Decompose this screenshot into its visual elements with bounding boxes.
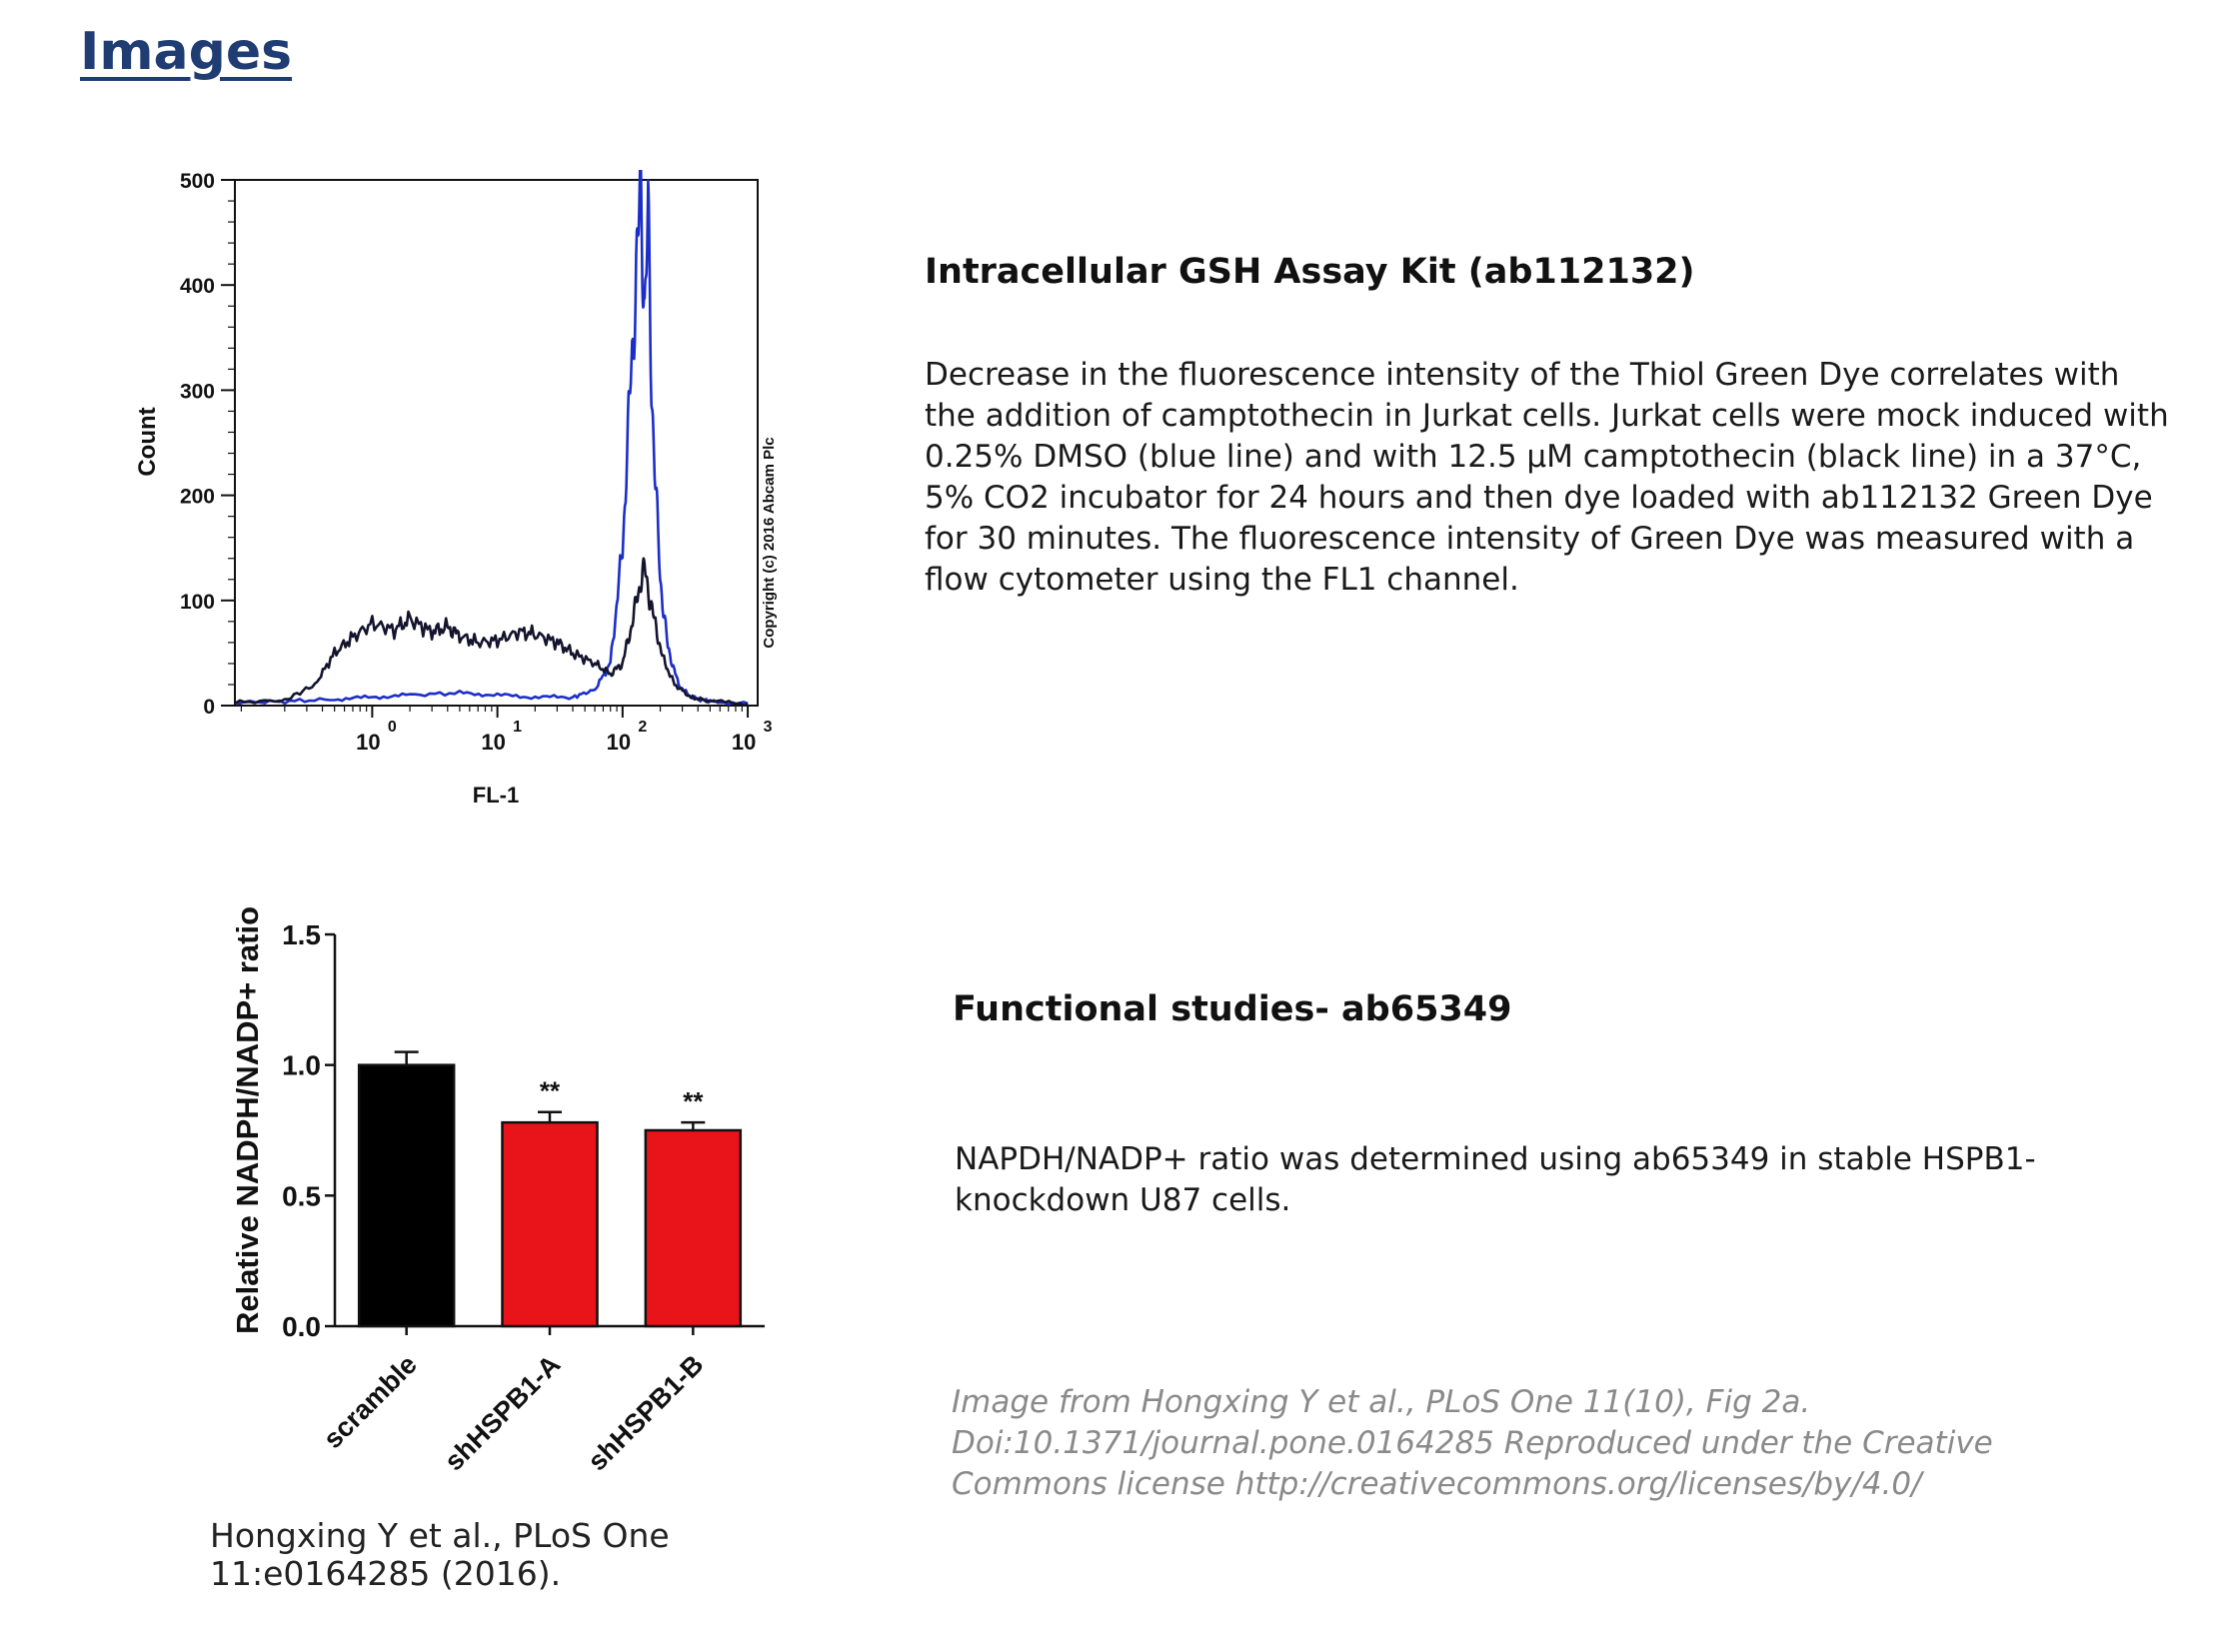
copyright-notice: Copyright (c) 2016 Abcam Plc xyxy=(761,437,778,649)
histogram-series-line xyxy=(235,559,748,706)
x-axis-label: FL-1 xyxy=(472,783,520,808)
nadph-bar-figure xyxy=(200,904,820,1504)
y-tick-label: 0 xyxy=(203,696,215,719)
y-tick-label: 500 xyxy=(179,170,215,193)
y-tick-label: 300 xyxy=(179,380,215,404)
flow-cytometry-histogram xyxy=(125,170,815,820)
flow-cytometry-figure xyxy=(125,170,815,820)
y-axis-label: Relative NADPH/NADP+ ratio xyxy=(230,905,265,1335)
x-tick-label: 10 xyxy=(606,730,632,755)
section-title-functional: Functional studies- ab65349 xyxy=(953,989,1512,1029)
histogram-series-line xyxy=(235,170,748,705)
section-title-gsh: Intracellular GSH Assay Kit (ab112132) xyxy=(925,252,1695,292)
y-tick-label: 200 xyxy=(179,485,215,509)
y-tick-label: 0.0 xyxy=(282,1311,321,1342)
x-tick-exponent: 2 xyxy=(638,719,648,736)
significance-marker: ** xyxy=(539,1075,561,1106)
x-tick-label: 10 xyxy=(731,730,757,755)
significance-marker: ** xyxy=(683,1086,704,1117)
x-tick-exponent: 1 xyxy=(513,719,523,736)
bar-shHSPB1-B xyxy=(646,1130,741,1326)
plot-frame xyxy=(235,180,758,706)
section-body-gsh: Decrease in the fluorescence intensity of the Thiol Green Dye correlates with the addition of camptothecin in Jurkat cells. Jurkat cells were mock induced with 0.25% DMSO (blue line) and with 12.5 µM camptothecin (black line) in a 37°C, 5% CO2 incubator for 24 hours and then dye loaded with ab112132 Green Dye for 30 minutes. The fluorescence intensity of Green Dye was measured with a flow cytometer using the FL1 channel. xyxy=(925,357,2169,598)
bar-scramble xyxy=(359,1065,454,1326)
x-tick-exponent: 3 xyxy=(763,719,773,736)
x-tick-exponent: 0 xyxy=(387,719,397,736)
y-tick-label: 1.5 xyxy=(282,919,321,950)
y-axis-label: Count xyxy=(134,407,161,477)
category-label: shHSPB1-B xyxy=(582,1349,710,1477)
image-source-caption: Image from Hongxing Y et al., PLoS One 11(10), Fig 2a. Doi:10.1371/journal.pone.0164285 Reproduced under the Creative Commons license http://creativecommons.org/licenses/by/4.0/ xyxy=(952,1384,1993,1502)
y-tick-label: 1.0 xyxy=(282,1049,321,1081)
y-tick-label: 400 xyxy=(179,275,215,299)
y-tick-label: 0.5 xyxy=(282,1180,321,1212)
figure-citation: Hongxing Y et al., PLoS One 11:e0164285 (2016). xyxy=(210,1516,670,1593)
page-heading: Images xyxy=(80,22,293,82)
bar-shHSPB1-A xyxy=(503,1122,598,1326)
y-tick-label: 100 xyxy=(179,590,215,614)
section-body-functional: NAPDH/NADP+ ratio was determined using ab65349 in stable HSPB1-knockdown U87 cells. xyxy=(955,1141,2036,1218)
x-tick-label: 10 xyxy=(481,730,506,755)
x-tick-label: 10 xyxy=(356,730,381,755)
category-label: scramble xyxy=(317,1349,423,1455)
nadph-ratio-bar-chart xyxy=(200,904,820,1504)
category-label: shHSPB1-A xyxy=(438,1349,567,1477)
